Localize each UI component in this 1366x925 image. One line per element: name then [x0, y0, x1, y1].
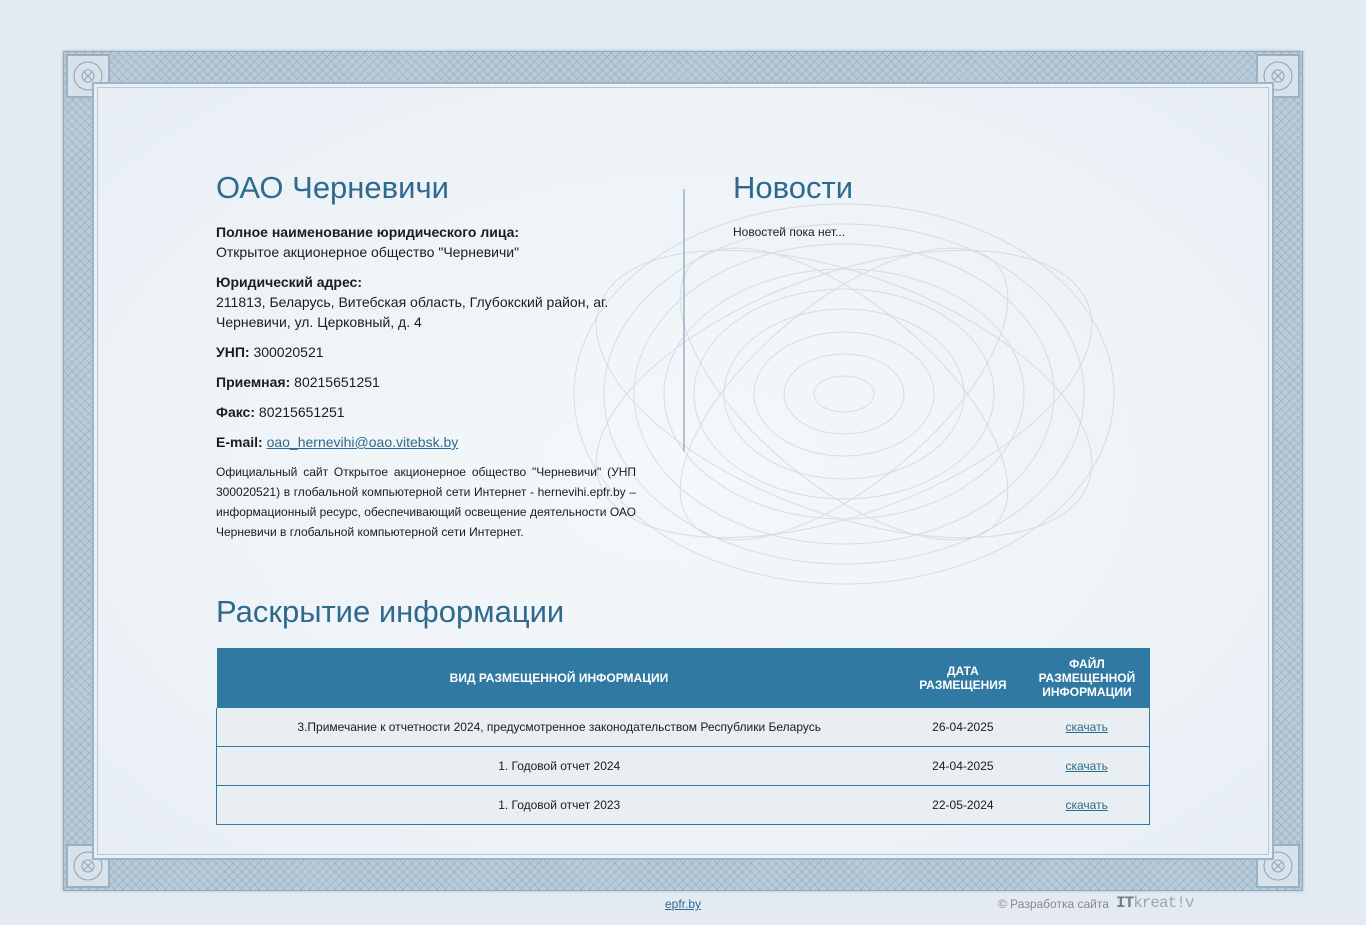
footer-link[interactable]: epfr.by	[665, 897, 702, 911]
fax-value: 80215651251	[258, 404, 345, 420]
row-type: 1. Годовой отчет 2024	[217, 747, 902, 786]
address-field	[216, 272, 636, 332]
fax-field	[216, 402, 636, 422]
row-date: 26-04-2025	[901, 708, 1024, 747]
email-link[interactable]: oao_hernevihi@oao.vitebsk.by	[266, 434, 459, 450]
download-link[interactable]: скачать	[1065, 798, 1108, 812]
full-name-value: Открытое акционерное общество "Черневичи"	[216, 244, 520, 260]
header-date: ДАТА РАЗМЕЩЕНИЯ	[901, 648, 1024, 708]
company-title: ОАО Черневичи	[216, 170, 449, 205]
row-file-cell	[1024, 708, 1149, 747]
table-row	[217, 786, 1150, 825]
disclosure-title: Раскрытие информации	[216, 594, 565, 629]
unp-field	[216, 342, 636, 362]
row-type: 1. Годовой отчет 2023	[217, 786, 902, 825]
table-row	[217, 747, 1150, 786]
company-info	[216, 172, 636, 542]
email-label: E-mail:	[216, 434, 263, 450]
fax-label: Факс:	[216, 404, 256, 420]
logo-it: IT	[1116, 894, 1134, 912]
reception-value: 80215651251	[294, 374, 380, 390]
news-empty-message: Новостей пока нет...	[733, 225, 846, 239]
unp-value: 300020521	[253, 344, 324, 360]
download-link[interactable]: скачать	[1065, 720, 1108, 734]
guilloche-watermark-icon	[554, 179, 1134, 609]
footer-credit: © Разработка сайта	[998, 897, 1109, 911]
reception-label: Приемная:	[216, 374, 291, 390]
full-name-field	[216, 222, 636, 262]
address-value: 211813, Беларусь, Витебская область, Глубокский район, аг. Черневичи, ул. Церковный, д. 4	[216, 294, 609, 330]
row-date: 22-05-2024	[901, 786, 1024, 825]
row-type: 3.Примечание к отчетности 2024, предусмотренное законодательством Республики Беларусь	[217, 708, 902, 747]
developer-logo[interactable]	[1116, 894, 1193, 912]
news-section	[733, 172, 1133, 242]
row-date: 24-04-2025	[901, 747, 1024, 786]
header-file: ФАЙЛ РАЗМЕЩЕННОЙ ИНФОРМАЦИИ	[1024, 648, 1149, 708]
email-field	[216, 432, 636, 452]
table-row	[217, 708, 1150, 747]
row-file-cell	[1024, 747, 1149, 786]
logo-rest: kreat!v	[1133, 894, 1194, 912]
footer	[0, 894, 1366, 915]
row-file-cell	[1024, 786, 1149, 825]
address-label: Юридический адрес:	[216, 274, 362, 290]
site-description: Официальный сайт Открытое акционерное общество "Черневичи" (УНП 300020521) в глобальной компьютерной сети Интернет - hernevihi.epfr.by – информационный ресурс, обеспечивающий освещение деятельности ОАО Черневичи в глобальной компьютерной сети Интернет.	[216, 465, 636, 539]
unp-label: УНП:	[216, 344, 250, 360]
header-type: ВИД РАЗМЕЩЕННОЙ ИНФОРМАЦИИ	[217, 648, 902, 708]
news-title: Новости	[733, 170, 854, 205]
vertical-divider	[683, 189, 685, 451]
download-link[interactable]: скачать	[1065, 759, 1108, 773]
reception-field	[216, 372, 636, 392]
full-name-label: Полное наименование юридического лица:	[216, 224, 520, 240]
disclosure-table	[216, 648, 1150, 825]
